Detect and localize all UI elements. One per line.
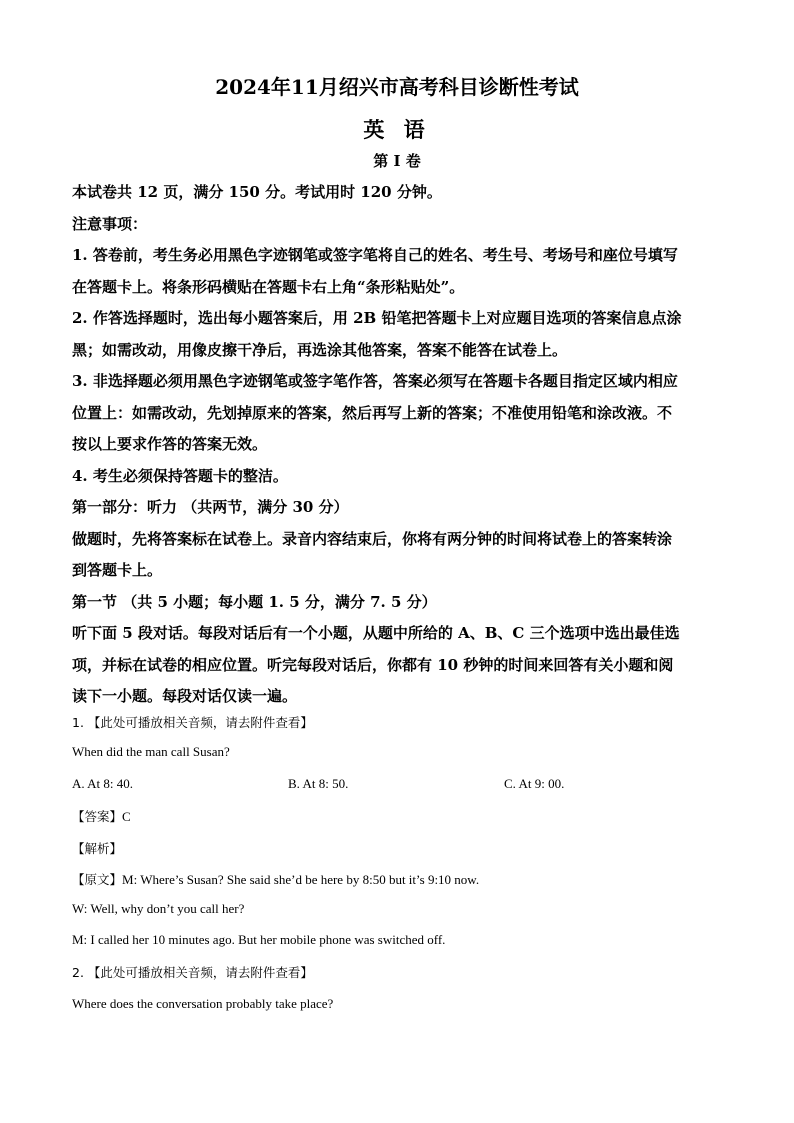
q1-analysis-tag: 【解析】 — [72, 841, 123, 856]
section1-heading: 第一节 （共 5 小题；每小题 1. 5 分，满分 7. 5 分） — [72, 592, 437, 611]
notice-3c: 按以上要求作答的答案无效。 — [72, 435, 268, 453]
part1-heading: 第一部分：听力 （共两节，满分 30 分） — [72, 498, 349, 516]
q1-option-c: C. At 9: 00. — [504, 776, 565, 791]
q1-question: When did the man call Susan? — [72, 744, 230, 759]
notice-3b: 位置上：如需改动，先划掉原来的答案，然后再写上新的答案；不准使用铅笔和涂改液。不 — [72, 403, 673, 422]
pages-info: 本试卷共 12 页，满分 150 分。考试用时 120 分钟。 — [72, 183, 442, 201]
exam-title: 2024年11月绍兴市高考科目诊断性考试 — [215, 75, 579, 99]
q1-transcript-line1 — [72, 870, 722, 888]
q1-answer — [72, 807, 722, 825]
notice-4: 4. 考生必须保持答题卡的整洁。 — [72, 466, 288, 485]
transcript-text: M: Where’s Susan? She said she’d be here by 8:50 but it’s 9:10 now. — [122, 872, 480, 887]
q1-audio-link[interactable]: 1. 【此处可播放相关音频，请去附件查看】 — [72, 715, 313, 730]
notice-2a: 2. 作答选择题时，选出每小题答案后，用 2B 铅笔把答题卡上对应题目选项的答案信息点涂 — [72, 309, 682, 327]
q1-option-b: B. At 8: 50. — [288, 776, 349, 791]
section1-desc-c: 读下一小题。每段对话仅读一遍。 — [72, 687, 298, 705]
section1-desc-b: 项，并标在试卷的相应位置。听完每段对话后，你都有 10 秒钟的时间来回答有关小题和阅 — [72, 655, 674, 674]
q1-transcript-line2: W: Well, why don’t you call her? — [72, 901, 245, 916]
q1-option-a: A. At 8: 40. — [72, 776, 134, 791]
notice-1a: 1. 答卷前，考生务必用黑色字迹钢笔或签字笔将自己的姓名、考生号、考场号和座位号填写 — [72, 246, 678, 264]
part1-desc-a: 做题时，先将答案标在试卷上。录音内容结束后，你将有两分钟的时间将试卷上的答案转涂 — [72, 529, 673, 548]
q2-audio-link[interactable]: 2. 【此处可播放相关音频，请去附件查看】 — [72, 965, 313, 980]
subject-title: 英 语 — [363, 117, 431, 142]
part1-desc-b: 到答题卡上。 — [72, 561, 163, 579]
q2-question: Where does the conversation probably take place? — [72, 996, 334, 1011]
notice-title: 注意事项： — [72, 214, 148, 233]
section1-desc-a: 听下面 5 段对话。每段对话后有一个小题，从题中所给的 A、B、C 三个选项中选出最佳选 — [72, 624, 680, 642]
q1-transcript-line3: M: I called her 10 minutes ago. But her mobile phone was switched off. — [72, 932, 446, 947]
instructions — [72, 177, 722, 713]
original-tag: 【原文】 — [72, 872, 123, 887]
notice-1b: 在答题卡上。将条形码横贴在答题卡右上角“条形粘贴处”。 — [72, 277, 465, 296]
volume-title: 第 I 卷 — [373, 152, 421, 170]
answer-value: C — [122, 809, 131, 824]
notice-2b: 黑；如需改动，用像皮擦干净后，再选涂其他答案，答案不能答在试卷上。 — [72, 340, 568, 359]
answer-tag: 【答案】 — [72, 809, 123, 824]
notice-3a: 3. 非选择题必须用黑色字迹钢笔或签字笔作答，答案必须写在答题卡各题目指定区域内相应 — [72, 372, 678, 390]
